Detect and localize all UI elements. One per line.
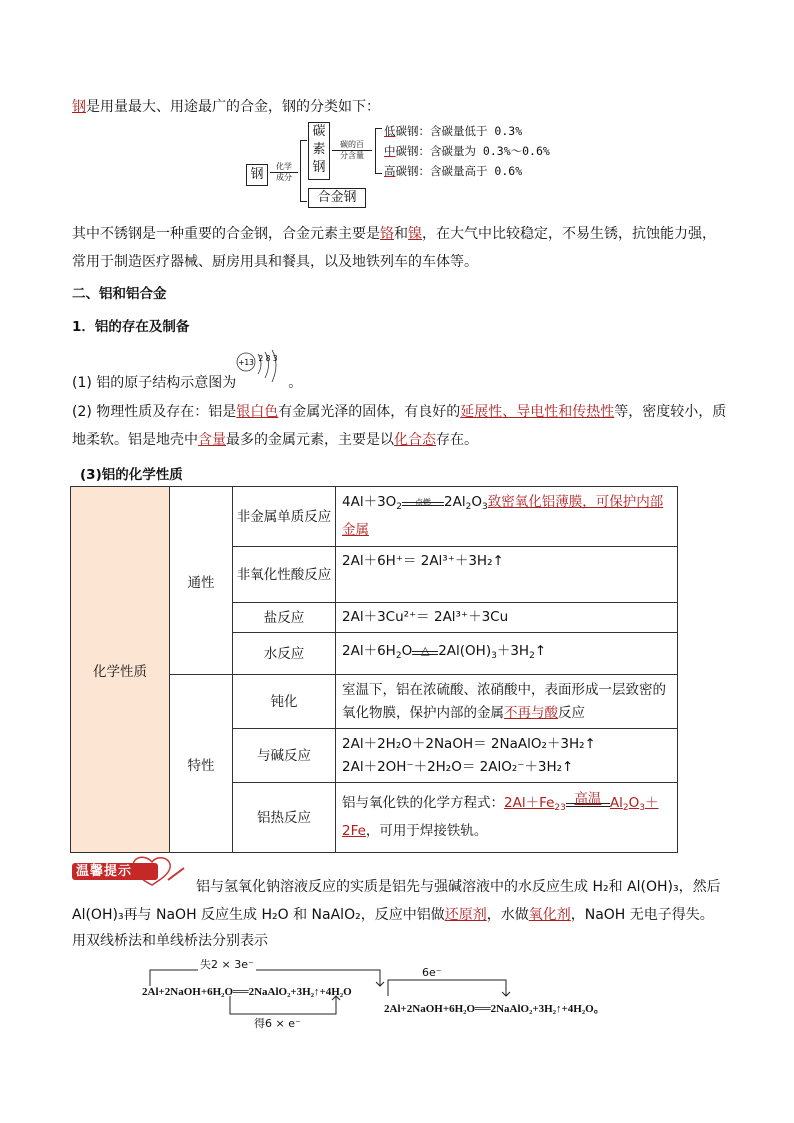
steel-classification-diagram	[246, 120, 586, 212]
svg-text:+13: +13	[238, 358, 254, 367]
physical-properties-paragraph: (2) 物理性质及存在：铝是银白色有金属光泽的固体，有良好的延展性、导电性和传热性等，密度较小，质 地柔软。铝是地壳中含量最多的金属元素，主要是以化合态存在。	[72, 404, 727, 448]
section-heading-chemical: (3)铝的化学性质	[80, 467, 183, 483]
special-cell: 特性	[170, 675, 233, 853]
carbon-steel-types: 低碳钢：含碳量低于 0.3% 中碳钢：含碳量为 0.3%～0.6% 高碳钢：含碳量高于 0.6%	[384, 124, 550, 178]
stainless-paragraph: 其中不锈钢是一种重要的合金钢，合金元素主要是铬和镍，在大气中比较稳定，不易生锈，抗蚀能力强， 常用于制造医疗器械、厨房用具和餐具，以及地铁列车的车体等。	[72, 226, 716, 270]
single-bridge-equation: 2Al+2NaOH+6H₂O══2NaAlO₂+3H₂↑+4H₂O。	[384, 1003, 605, 1015]
alkali-equations: 2Al＋2H₂O＋2NaOH＝ 2NaAlO₂＋3H₂↑ 2Al＋2OH⁻＋2H₂O＝ 2AlO₂⁻＋3H₂↑	[336, 729, 678, 783]
alloy-steel-box: 合金钢	[308, 188, 366, 208]
nonmetal-cell: 非金属单质反应	[233, 487, 336, 547]
section-heading-existence: 1．铝的存在及制备	[72, 319, 190, 335]
intro-text: 是用量最大、用途最广的合金，钢的分类如下：	[86, 99, 380, 115]
six-electrons-label: 6e⁻	[422, 966, 442, 979]
alkali-cell: 与碱反应	[233, 729, 336, 783]
lose-electrons-label: 失2 × 3e⁻	[200, 958, 254, 971]
intro-line	[72, 96, 380, 116]
tip-line-2: Al(OH)₃再与 NaOH 反应生成 H₂O 和 NaAlO₂，反应中铝做还原剂，水做氧化剂，NaOH 无电子得失。	[72, 907, 714, 923]
section-heading-aluminum: 二、铝和铝合金	[72, 286, 167, 302]
general-cell: 通性	[170, 487, 233, 675]
category-cell: 化学性质	[71, 487, 170, 853]
tip-badge: 温馨提示	[72, 856, 190, 886]
aluminum-atom-diagram	[234, 348, 294, 388]
gain-electrons-label: 得6 × e⁻	[254, 1017, 301, 1030]
nonmetal-equation: $4Al+3O_2$ 点燃 $2Al_2O_3$致密氧化铝薄膜，可保护内部金属	[336, 487, 678, 547]
acid-equation: 2Al＋6H⁺＝ 2Al³⁺＋3H₂↑	[336, 547, 678, 603]
water-cell: 水反应	[233, 633, 336, 675]
svg-text:2 8 3: 2 8 3	[258, 354, 278, 363]
chemical-properties-table	[70, 486, 678, 853]
thermite-cell: 铝热反应	[233, 783, 336, 853]
steel-box: 钢	[246, 164, 268, 186]
tip-line-3: 用双线桥法和单线桥法分别表示	[72, 933, 268, 949]
steel-term: 钢	[72, 99, 86, 115]
water-equation: $2Al+6H_2O$ △ $2Al(OH)_3+3H_2↑$	[336, 633, 678, 675]
bracket-main	[300, 140, 307, 202]
tip-line-1: 铝与氢氧化钠溶液反应的实质是铝先与强碱溶液中的水反应生成 H₂和 Al(OH)₃，然后	[196, 879, 721, 895]
carbon-percent-label: 碳的百 分含量	[332, 140, 372, 161]
passivation-cell: 钝化	[233, 675, 336, 729]
carbon-steel-box: 碳 素 钢	[308, 122, 330, 180]
passivation-text: 室温下，铝在浓硫酸、浓硝酸中，表面形成一层致密的 氧化物膜，保护内部的金属不再与酸反应	[336, 675, 678, 729]
salt-equation: 2Al＋3Cu²⁺＝ 2Al³⁺＋3Cu	[336, 603, 678, 633]
bracket-carbon	[375, 128, 382, 174]
acid-cell: 非氧化性酸反应	[233, 547, 336, 603]
atom-structure-line: (1) 铝的原子结构示意图为 。	[72, 375, 303, 391]
double-bridge-equation: 2Al+2NaOH+6H₂O══2NaAlO₂+3H₂↑+4H₂O	[142, 986, 352, 998]
chem-composition-label: 化学 成分	[270, 162, 298, 183]
salt-cell: 盐反应	[233, 603, 336, 633]
thermite-text: 铝与氧化铁的化学方程式：$2Al+Fe_{23}$ 高温 $Al_2O_3+$ 2Fe，可用于焊接铁轨。	[336, 783, 678, 853]
